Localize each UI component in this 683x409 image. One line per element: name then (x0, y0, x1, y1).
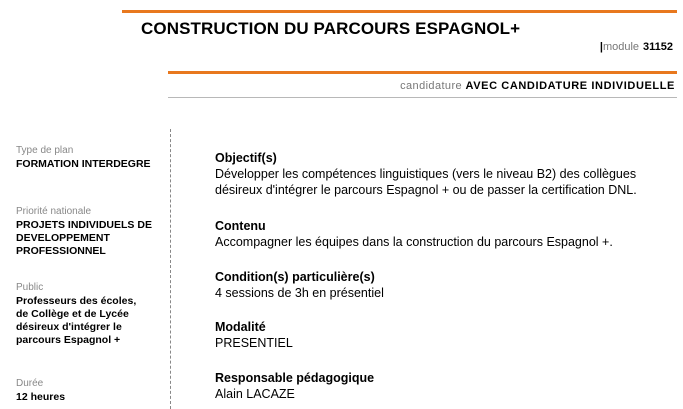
priorite-value: PROJETS INDIVIDUELS DE DEVELOPPEMENT PROFESSIONNEL (16, 219, 152, 257)
header-top-rule (122, 10, 677, 13)
section-objectif (215, 151, 675, 198)
priorite-label: Priorité nationale (16, 206, 92, 217)
contenu-heading: Contenu (215, 219, 266, 233)
module-label: module (602, 41, 640, 53)
section-contenu (215, 219, 675, 250)
column-divider (170, 129, 171, 409)
sidebar-duree (16, 378, 156, 404)
module-number: 31152 (643, 41, 673, 53)
duree-value: 12 heures (16, 391, 66, 403)
module-info (600, 41, 673, 53)
section-conditions (215, 270, 675, 301)
section-modalite (215, 320, 675, 351)
section-responsable (215, 371, 675, 402)
sidebar-type-plan (16, 145, 156, 171)
type-plan-value: FORMATION INTERDEGRE (16, 158, 151, 170)
sidebar-public (16, 282, 146, 347)
modalite-text: PRESENTIEL (215, 336, 293, 350)
header-mid-rule (168, 71, 677, 74)
page-title: CONSTRUCTION DU PARCOURS ESPAGNOL+ (141, 19, 521, 38)
modalite-heading: Modalité (215, 320, 266, 334)
public-value: Professeurs des écoles, de Collège et de Lycée désireux d'intégrer le parcours Espagnol + (16, 295, 137, 346)
candidature-label: candidature (400, 80, 463, 92)
responsable-heading: Responsable pédagogique (215, 371, 375, 385)
sidebar-priorite (16, 206, 156, 258)
objectif-text: Développer les compétences linguistiques (vers le niveau B2) des collègues désireux d'intégrer le parcours Espagnol + ou de passer la certification DNL. (215, 167, 637, 197)
objectif-heading: Objectif(s) (215, 151, 277, 165)
conditions-text: 4 sessions de 3h en présentiel (215, 286, 384, 300)
header-bottom-rule (168, 97, 677, 98)
module-separator: | (599, 41, 603, 53)
candidature-info (400, 80, 675, 92)
conditions-heading: Condition(s) particulière(s) (215, 270, 375, 284)
responsable-text: Alain LACAZE (215, 387, 295, 401)
duree-label: Durée (16, 378, 44, 389)
type-plan-label: Type de plan (16, 145, 74, 156)
contenu-text: Accompagner les équipes dans la construction du parcours Espagnol +. (215, 235, 613, 249)
public-label: Public (16, 282, 44, 293)
candidature-value: AVEC CANDIDATURE INDIVIDUELLE (465, 80, 675, 92)
